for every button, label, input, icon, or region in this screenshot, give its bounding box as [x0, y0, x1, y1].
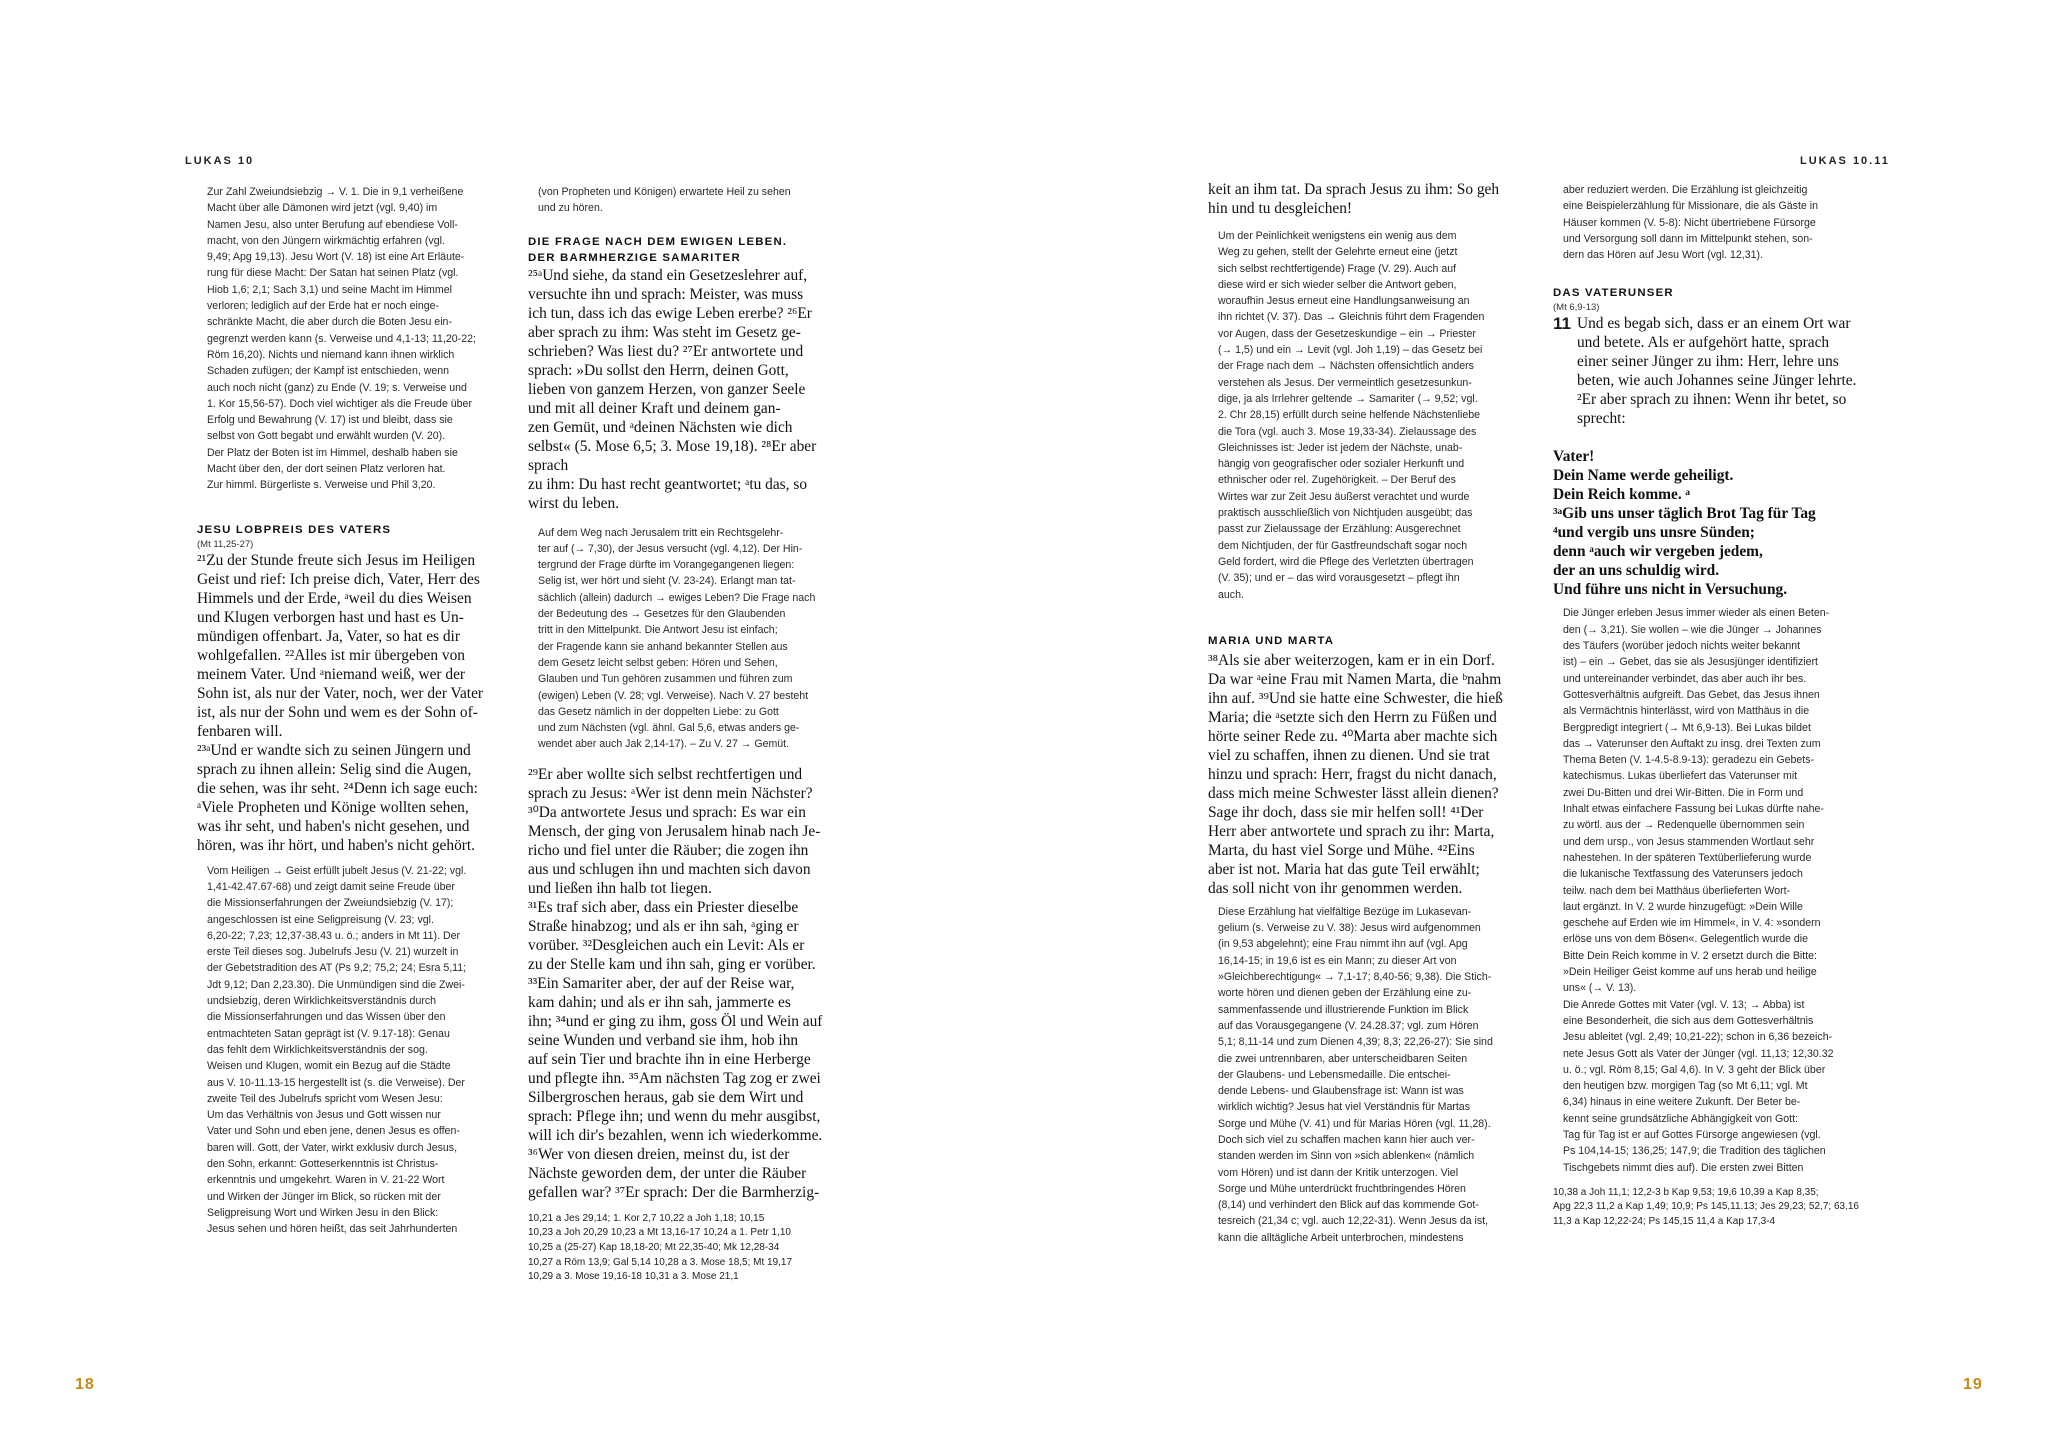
- left-page-column-2: [528, 184, 854, 1285]
- bible-text: ³⁸Als sie aber weiterzogen, kam er in ein Dorf. Da war ᵃeine Frau mit Namen Marta, die ᵇnahm ihn auf. ³⁹Und sie hatte eine Schwester, die hieß Maria; die ᵃsetzte sich den Herrn zu Füßen und hörte seiner Rede zu. ⁴⁰Marta aber machte sich viel zu schaffen, ihnen zu dienen. Und sie trat hinzu und sprach: Herr, fragst du nicht danach, dass mich meine Schwester lässt allein dienen? Sage ihr doch, dass sie mir helfen soll! ⁴¹Der Herr aber antwortete und sprach zu ihr: Marta, Marta, du hast viel Sorge und Mühe. ⁴²Eins aber ist not. Maria hat das gute Teil erwählt; das soll nicht von ihr genommen werden.: [1208, 651, 1503, 897]
- page-number-left: 18: [75, 1376, 95, 1393]
- page-number-right: 19: [1963, 1376, 1983, 1393]
- left-page-column-1: [197, 184, 517, 1237]
- commentary-note: Vom Heiligen → Geist erfüllt jubelt Jesus (V. 21-22; vgl. 1,41-42.47.67-68) und zeigt damit seine Freude über die Missionserfahrungen der Zweiundsiebzig (V. 17); angeschlossen ist eine Seligpreisung (V. 23; vgl. 6,20-22; 7,23; 12,37-38.43 u. ö.; anders in Mt 11). Der erste Teil dieses sog. Jubelrufs Jesu (V. 21) wurzelt in der Gebetstradition des AT (Ps 9,2; 75,2; 24; Esra 5,11; Jdt 9,12; Dan 2,23.30). Die Unmündigen sind die Zwei- undsiebzig, deren Wirklichkeitsverständnis durch die Missionserfahrungen und das Wissen über den entmachteten Satan geprägt ist (V. 9.17-18): Genau das fehlt dem Wirklichkeitsverständnis der sog. Weisen und Klugen, womit ein Bezug auf die Städte aus V. 10-11.13-15 hergestellt ist (s. die Verweise). Der zweite Teil des Jubelrufs spricht vom Wesen Jesu: Um das Verhältnis von Jesus und Gott wissen nur Vater und Sohn und eben jene, denen Jesus es offen- baren will. Gott, der Vater, wirkt exklusiv durch Jesus, den Sohn, erkannt: Gotteserkenntnis ist Christus- erkenntnis und umgekehrt. Waren in V. 21-22 Wort und Wirken der Jünger im Blick, so rücken mit der Seligpreisung Wort und Wirken Jesu in den Blick: Jesus sehen und hören heißt, das seit Jahrhunderten: [207, 864, 467, 1236]
- lords-prayer: Vater! Dein Name werde geheiligt. Dein Reich komme. ᵃ ³ᵃGib uns unser täglich Brot Tag für Tag ⁴und vergib uns unsre Sünden; denn ᵃauch wir vergeben jedem, der an uns schuldig wird. Und führe uns nicht in Versuchung.: [1553, 448, 1816, 599]
- bible-text: keit an ihm tat. Da sprach Jesus zu ihm: So geh hin und tu desgleichen!: [1208, 181, 1500, 217]
- section-parallel-reference: (Mt 6,9-13): [1553, 302, 1600, 314]
- commentary-note: Zur Zahl Zweiundsiebzig → V. 1. Die in 9,1 verheißene Macht über alle Dämonen wird jetzt (vgl. 9,40) im Namen Jesu, also unter Berufung auf ebendiese Voll- macht, von den Jüngern wirkmächtig erfahren (vgl. 9,49; Apg 19,13). Jesu Wort (V. 18) ist eine Art Erläute- rung für diese Macht: Der Satan hat seinen Platz (vgl. Hiob 1,6; 2,1; Sach 3,1) und seine Macht im Himmel verloren; lediglich auf der Erde hat er noch einge- schränkte Macht, die aber durch die Boten Jesu ein- gegrenzt werden kann (s. Verweise und 4,1-13; 11,20-22; Röm 16,20). Nichts und niemand kann ihnen wirklich Schaden zufügen; der Kampf ist entschieden, wenn auch noch nicht (ganz) zu Ende (V. 19; s. Verweise und 1. Kor 15,56-57). Doch viel wichtiger als die Freude über Erfolg und Bewahrung (V. 17) ist und bleibt, dass sie selbst von Gott begabt und erwählt wurden (V. 20). Der Platz der Boten ist im Himmel, deshalb haben sie Macht über den, der dort seinen Platz verloren hat. Zur himml. Bürgerliste s. Verweise und Phil 3,20.: [207, 186, 476, 492]
- bible-text: ²¹Zu der Stunde freute sich Jesus im Heiligen Geist und rief: Ich preise dich, Vater, Herr des Himmels und der Erde, ᵃweil du dies Weisen und Klugen verborgen hast und hast es Un- mündigen offenbart. Ja, Vater, so hat es dir wohlgefallen. ²²Alles ist mir übergeben von meinem Vater. Und ᵃniemand weiß, wer der Sohn ist, als nur der Vater, noch, wer der Vater ist, als nur der Sohn und wem es der Sohn of- fenbaren will. ²³ᵃUnd er wandte sich zu seinen Jüngern und sprach zu ihnen allein: Selig sind die Augen, die sehen, was ihr seht. ²⁴Denn ich sage euch: ᵃViele Propheten und Könige wollten sehen, was ihr seht, und haben's nicht gesehen, und hören, was ihr hört, und haben's nicht gehört.: [197, 551, 484, 854]
- commentary-note: Auf dem Weg nach Jerusalem tritt ein Rechtsgelehr- ter auf (→ 7,30), der Jesus versucht (vgl. 4,12). Der Hin- tergrund der Frage dürfte im Vorangegangenen liegen: Selig ist, wer hört und sieht (V. 23-24). Erlangt man tat- sächlich (allein) dadurch → ewiges Leben? Die Frage nach der Bedeutung des → Gesetzes für den Glaubenden tritt in den Mittelpunkt. Die Antwort Jesu ist einfach; der Fragende kann sie anhand bekannter Stellen aus dem Gesetz leicht selbst geben: Hören und Sehen, Glauben und Tun gehören zusammen und führen zum (ewigen) Leben (V. 28; vgl. Verweise). Nach V. 27 besteht das Gesetz nämlich in der doppelten Liebe: zu Gott und zum Nächsten (vgl. ähnl. Gal 5,6, etwas anders ge- wendet aber auch Jak 2,14-17). – Zu V. 27 → Gemüt.: [538, 526, 816, 751]
- running-head-right: LUKAS 10.11: [1800, 155, 1890, 167]
- bible-text: ²⁹Er aber wollte sich selbst rechtfertigen und sprach zu Jesus: ᵃWer ist denn mein Nächster? ³⁰Da antwortete Jesus und sprach: Es war ein Mensch, der ging von Jerusalem hinab nach Je- richo und fiel unter die Räuber; die zogen ihn aus und schlugen ihn und machten sich davon und ließen ihn halb tot liegen. ³¹Es traf sich aber, dass ein Priester dieselbe Straße hinabzog; und als er ihn sah, ᵃging er vorüber. ³²Desgleichen auch ein Levit: Als er zu der Stelle kam und ihn sah, ging er vorüber. ³³Ein Samariter aber, der auf der Reise war, kam dahin; und als er ihn sah, jammerte es ihn; ³⁴und er ging zu ihm, goss Öl und Wein auf seine Wunden und verband sie ihm, hob ihn auf sein Tier und brachte ihn in eine Herberge und pflegte ihn. ³⁵Am nächsten Tag zog er zwei Silbergroschen heraus, gab sie dem Wirt und sprach: Pflege ihn; und wenn du mehr ausgibst, will ich dir's bezahlen, wenn ich wiederkomme. ³⁶Wer von diesen dreien, meinst du, ist der Nächste geworden dem, der unter die Räuber gefallen war? ³⁷Er sprach: Der die Barmherzig-: [528, 765, 823, 1201]
- commentary-note: (von Propheten und Königen) erwartete Heil zu sehen und zu hören.: [538, 186, 791, 215]
- commentary-note: Diese Erzählung hat vielfältige Bezüge im Lukasevan- gelium (s. Verweise zu V. 38): Jesus wird aufgenommen (in 9,53 abgelehnt); eine Frau nimmt ihn auf (vgl. Apg 16,14-15; in 19,6 ist es ein Mann; zu dieser Art von »Gleichberechtigung« → 7,1-17; 8,40-56; 9,38). Die Stich- worte hören und dienen geben der Erzählung eine zu- sammenfassende und illustrierende Funktion im Blick auf das Vorausgegangene (V. 24.28.37; vgl. zum Hören 5,1; 8,11-14 und zum Dienen 4,39; 8,3; 22,26-27): Sie sind die zwei untrennbaren, aber unterscheidbaren Seiten der Glaubens- und Lebensmedaille. Die entschei- dende Lebens- und Glaubensfrage ist: Wann ist was wirklich wichtig? Jesus hat viel Verständnis für Martas Sorge und Mühe (V. 41) und für Marias Hören (vgl. 11,28). Doch sich viel zu schaffen machen kann hier auch ver- standen werden im Sinn von »sich ablenken« (nämlich vom Hören) und ist dann der Kritik unterzogen. Viel Sorge und Mühe unterdrückt fruchtbringendes Hören (8,14) und verhindert den Blick auf das kommende Got- tesreich (21,34 c; vgl. auch 12,22-31). Wenn Jesus da ist, kann die alltägliche Arbeit unterbrochen, mindestens: [1218, 905, 1493, 1244]
- cross-references: 10,21 a Jes 29,14; 1. Kor 2,7 10,22 a Joh 1,18; 10,15 10,23 a Joh 20,29 10,23 a Mt 13,16-17 10,24 a 1. Petr 1,10 10,25 a (25-27) Kap 18,18-20; Mt 22,35-40; Mk 12,28-34 10,27 a Röm 13,9; Gal 5,14 10,28 a 3. Mose 18,5; Mt 19,17 10,29 a 3. Mose 19,16-18 10,31 a 3. Mose 21,1: [528, 1212, 793, 1283]
- right-page-column-1: [1208, 180, 1533, 1246]
- section-heading: DIE FRAGE NACH DEM EWIGEN LEBEN. DER BARMHERZIGE SAMARITER: [528, 235, 788, 264]
- cross-references: 10,38 a Joh 11,1; 12,2-3 b Kap 9,53; 19,6 10,39 a Kap 8,35; Apg 22,3 11,2 a Kap 1,49; 10,9; Ps 145,11.13; Jes 29,23; 52,7; 63,16 11,3 a Kap 12,22-24; Ps 145,15 11,4 a Kap 17,3-4: [1553, 1186, 1859, 1228]
- section-heading: JESU LOBPREIS DES VATERS: [197, 523, 392, 536]
- section-parallel-reference: (Mt 11,25-27): [197, 538, 254, 550]
- section-heading: MARIA UND MARTA: [1208, 634, 1335, 647]
- commentary-note: Die Jünger erleben Jesus immer wieder als einen Beten- den (→ 3,21). Sie wollen – wie die Jünger → Johannes des Täufers (worüber jedoch nichts weiter bekannt ist) – ein → Gebet, das sie als Jesusjünger identifiziert und untereinander verbindet, das aber auch ihr bes. Gottesverhältnis aufgreift. Das Gebet, das Jesus ihnen als Vermächtnis hinterlässt, wird von Matthäus in die Bergpredigt integriert (→ Mt 6,9-13). Bei Lukas bildet das → Vaterunser den Auftakt zu insg. drei Texten zum Thema Beten (V. 1-4.5-8.9-13): geradezu ein Gebets- katechismus. Lukas überliefert das Vaterunser mit zwei Du-Bitten und drei Wir-Bitten. Die in Form und Inhalt etwas einfachere Fassung bei Lukas dürfte nahe- zu wörtl. aus der → Redenquelle übernommen sein und dem ursp., von Jesus stammenden Wortlaut sehr nahestehen. In der späteren Textüberlieferung wurde die lukanische Textfassung des Vaterunsers jedoch teilw. nach dem bei Matthäus überlieferten Wort- laut ergänzt. In V. 2 wurde hinzugefügt: »Dein Wille geschehe auf Erden wie im Himmel«, in V. 4: »sondern erlöse uns von dem Bösen«. Gelegentlich wurde die Bitte Dein Reich komme in V. 2 ersetzt durch die Bitte: »Dein Heiliger Geist komme auf uns herab und heilige uns« (→ V. 13). Die Anrede Gottes mit Vater (vgl. V. 13; → Abba) ist eine Besonderheit, die sich aus dem Gottesverhältnis Jesu ableitet (vgl. 2,49; 10,21-22); schon in 6,36 bezeich- nete Jesus Gott als Vater der Jünger (vgl. 11,13; 12,30.32 u. ö.; vgl. Röm 8,15; Gal 4,6). In V. 3 geht der Blick über den heutigen bzw. morgigen Tag (so Mt 6,11; vgl. Mt 6,34) hinaus in eine weitere Zukunft. Der Beter be- kennt seine grundsätzliche Abhängigkeit von Gott: Tag für Tag ist er auf Gottes Fürsorge angewiesen (vgl. Ps 104,14-15; 136,25; 147,9; die Tradition des täglichen Tischgebets nimmt dies auf). Die ersten zwei Bitten: [1563, 607, 1834, 1174]
- chapter-number: 11: [1553, 314, 1571, 334]
- bible-text: Und es begab sich, dass er an einem Ort war und betete. Als er aufgehört hatte, sprach einer seiner Jünger zu ihm: Herr, lehre uns beten, wie auch Johannes seine Jünger lehrte. ²Er aber sprach zu ihnen: Wenn ihr betet, so sprecht:: [1576, 315, 1857, 428]
- bible-text: ²⁵ᵃUnd siehe, da stand ein Gesetzeslehrer auf, versuchte ihn und sprach: Meister, was muss ich tun, dass ich das ewige Leben ererbe? ²⁶Er aber sprach zu ihm: Was steht im Gesetz ge- schrieben? Was liest du? ²⁷Er antwortete und sprach: »Du sollst den Herrn, deinen Gott, lieben von ganzem Herzen, von ganzer Seele und mit all deiner Kraft und deinem gan- zen Gemüt, und ᵃdeinen Nächsten wie dich selbst« (5. Mose 6,5; 3. Mose 19,18). ²⁸Er aber sprach zu ihm: Du hast recht geantwortet; ᵃtu das, so wirst du leben.: [528, 266, 817, 512]
- right-page-column-2: [1553, 182, 1883, 1230]
- running-head-left: LUKAS 10: [185, 155, 255, 167]
- section-heading: DAS VATERUNSER: [1553, 287, 1674, 300]
- commentary-note: Um der Peinlichkeit wenigstens ein wenig aus dem Weg zu gehen, stellt der Gelehrte erneut eine (jetzt sich selbst rechtfertigende) Frage (V. 29). Auch auf diese wird er sich wieder selber die Antwort geben, woraufhin Jesus erneut eine Handlungsanweisung an ihn richtet (V. 37). Das → Gleichnis führt dem Fragenden vor Augen, dass der Gesetzeskundige – ein → Priester (→ 1,5) und ein → Levit (vgl. Joh 1,19) – das Gesetz bei der Frage nach dem → Nächsten offensichtlich anders verstehen als Jesus. Der vermeintlich gesetzesunkun- dige, ja als Irrlehrer geltende → Samariter (→ 9,52; vgl. 2. Chr 28,15) erfüllt durch seine helfende Nächstenliebe die Tora (vgl. auch 3. Mose 19,33-34). Zielaussage des Gleichnisses ist: Jeder ist jedem der Nächste, unab- hängig von geografischer oder sozialer Herkunft und ethnischer oder rel. Zugehörigkeit. – Der Beruf des Wirtes war zur Zeit Jesu äußerst verachtet und wurde praktisch ausschließlich von Nichtjuden ausgeübt; das passt zur Zielaussage der Erzählung: Ausgerechnet dem Nichtjuden, der für Gastfreundschaft sogar noch Geld fordert, wird die Pflege des Verletzten übertragen (V. 35); und er – das wird vorausgesetzt – pflegt ihn auch.: [1218, 230, 1485, 601]
- commentary-note: aber reduziert werden. Die Erzählung ist gleichzeitig eine Beispielerzählung für Missionare, die als Gäste in Häuser kommen (V. 5-8): Nicht übertriebene Fürsorge und Versorgung soll dann im Mittelpunkt stehen, son- dern das Hören auf Jesu Wort (vgl. 12,31).: [1563, 184, 1818, 262]
